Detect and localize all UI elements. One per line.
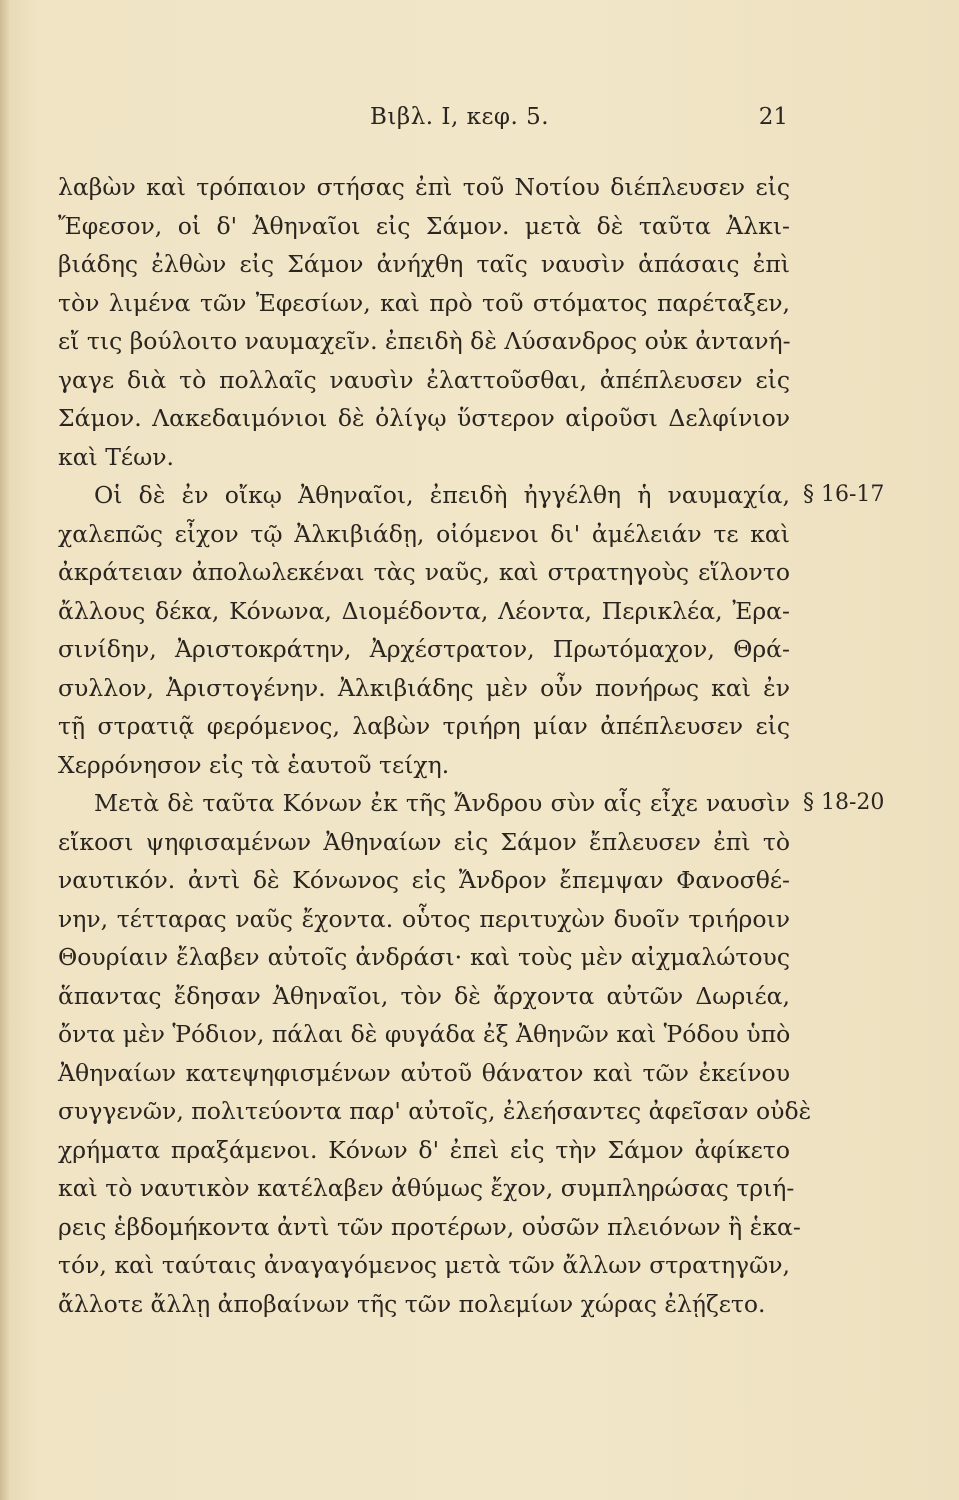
text-line: τὸν λιμένα τῶν Ἐφεσίων, καὶ πρὸ τοῦ στόματος παρέταξεν, (58, 288, 790, 317)
text-line: Χερρόνησον εἰς τὰ ἑαυτοῦ τείχη. (58, 750, 450, 779)
text-line: συλλον, Ἀριστογένην. Ἀλκιβιάδης μὲν οὖν πονήρως καὶ ἐν (58, 673, 790, 702)
text-line: ρεις ἑβδομήκοντα ἀντὶ τῶν προτέρων, οὐσῶν πλειόνων ἢ ἑκα- (58, 1212, 801, 1241)
text-line: ἄλλοτε ἄλλῃ ἀποβαίνων τῆς τῶν πολεμίων χώρας ἐλῄζετο. (58, 1289, 766, 1318)
margin-section-note: § 18-20 (803, 790, 885, 815)
text-line: γαγε διὰ τὸ πολλαῖς ναυσὶν ἐλαττοῦσθαι, ἀπέπλευσεν εἰς (58, 365, 790, 394)
text-line: καὶ τὸ ναυτικὸν κατέλαβεν ἀθύμως ἔχον, συμπληρώσας τριή- (58, 1174, 795, 1202)
text-line: νην, τέτταρας ναῦς ἔχοντα. οὗτος περιτυχὼν δυοῖν τριήροιν (58, 904, 790, 933)
text-line: χρήματα πραξάμενοι. Κόνων δ' ἐπεὶ εἰς τὴν Σάμον ἀφίκετο (58, 1135, 790, 1164)
text-line: Θουρίαιν ἔλαβεν αὐτοῖς ἀνδράσι· καὶ τοὺς μὲν αἰχμαλώτους (58, 943, 790, 971)
page-gutter-edge (0, 0, 10, 1500)
text-line: σινίδην, Ἀριστοκράτην, Ἀρχέστρατον, Πρωτόμαχον, Θρά- (58, 635, 790, 663)
text-line: εἴ τις βούλοιτο ναυμαχεῖν. ἐπειδὴ δὲ Λύσανδρος οὐκ ἀντανή- (58, 327, 791, 355)
page-number: 21 (758, 104, 788, 130)
text-line: Ἔφεσον, οἱ δ' Ἀθηναῖοι εἰς Σάμον. μετὰ δὲ ταῦτα Ἀλκι- (58, 211, 790, 240)
text-line: τῇ στρατιᾷ φερόμενος, λαβὼν τριήρη μίαν ἀπέπλευσεν εἰς (58, 712, 790, 740)
text-line: ναυτικόν. ἀντὶ δὲ Κόνωνος εἰς Ἄνδρον ἔπεμψαν Φανοσθέ- (58, 866, 790, 894)
text-line: ἅπαντας ἔδησαν Ἀθηναῖοι, τὸν δὲ ἄρχοντα αὐτῶν Δωριέα, (58, 981, 790, 1010)
text-line: λαβὼν καὶ τρόπαιον στήσας ἐπὶ τοῦ Νοτίου διέπλευσεν εἰς (58, 173, 790, 201)
text-line: συγγενῶν, πολιτεύοντα παρ' αὐτοῖς, ἐλεήσαντες ἀφεῖσαν οὐδὲ (58, 1097, 812, 1125)
text-line: ἀκράτειαν ἀπολωλεκέναι τὰς ναῦς, καὶ στρατηγοὺς εἵλοντο (58, 558, 790, 586)
text-line: καὶ Τέων. (58, 442, 175, 471)
text-line: τόν, καὶ ταύταις ἀναγαγόμενος μετὰ τῶν ἄλλων στρατηγῶν, (58, 1251, 790, 1279)
text-line: Σάμον. Λακεδαιμόνιοι δὲ ὀλίγῳ ὕστερον αἱροῦσι Δελφίνιον (58, 404, 790, 432)
running-head (58, 104, 788, 144)
text-line: Μετὰ δὲ ταῦτα Κόνων ἐκ τῆς Ἄνδρου σὺν αἷς εἶχε ναυσὶν (94, 789, 790, 817)
body-text (58, 168, 812, 1323)
text-line: Οἱ δὲ ἐν οἴκῳ Ἀθηναῖοι, ἐπειδὴ ἠγγέλθη ἡ ναυμαχία, (94, 481, 790, 509)
text-line: εἴκοσι ψηφισαμένων Ἀθηναίων εἰς Σάμον ἔπλευσεν ἐπὶ τὸ (58, 827, 790, 856)
text-line: Ἀθηναίων κατεψηφισμένων αὐτοῦ θάνατον καὶ τῶν ἐκείνου (58, 1058, 790, 1087)
margin-section-note: § 16-17 (803, 482, 885, 507)
running-head-title: Βιβλ. Ι, κεφ. 5. (370, 104, 550, 130)
text-line: χαλεπῶς εἶχον τῷ Ἀλκιβιάδῃ, οἰόμενοι δι' ἀμέλειάν τε καὶ (58, 519, 790, 548)
text-line: ἄλλους δέκα, Κόνωνα, Διομέδοντα, Λέοντα, Περικλέα, Ἐρα- (58, 596, 790, 625)
text-line: βιάδης ἐλθὼν εἰς Σάμον ἀνήχθη ταῖς ναυσὶν ἁπάσαις ἐπὶ (58, 250, 790, 278)
text-line: ὄντα μὲν Ῥόδιον, πάλαι δὲ φυγάδα ἐξ Ἀθηνῶν καὶ Ῥόδου ὑπὸ (58, 1020, 791, 1048)
